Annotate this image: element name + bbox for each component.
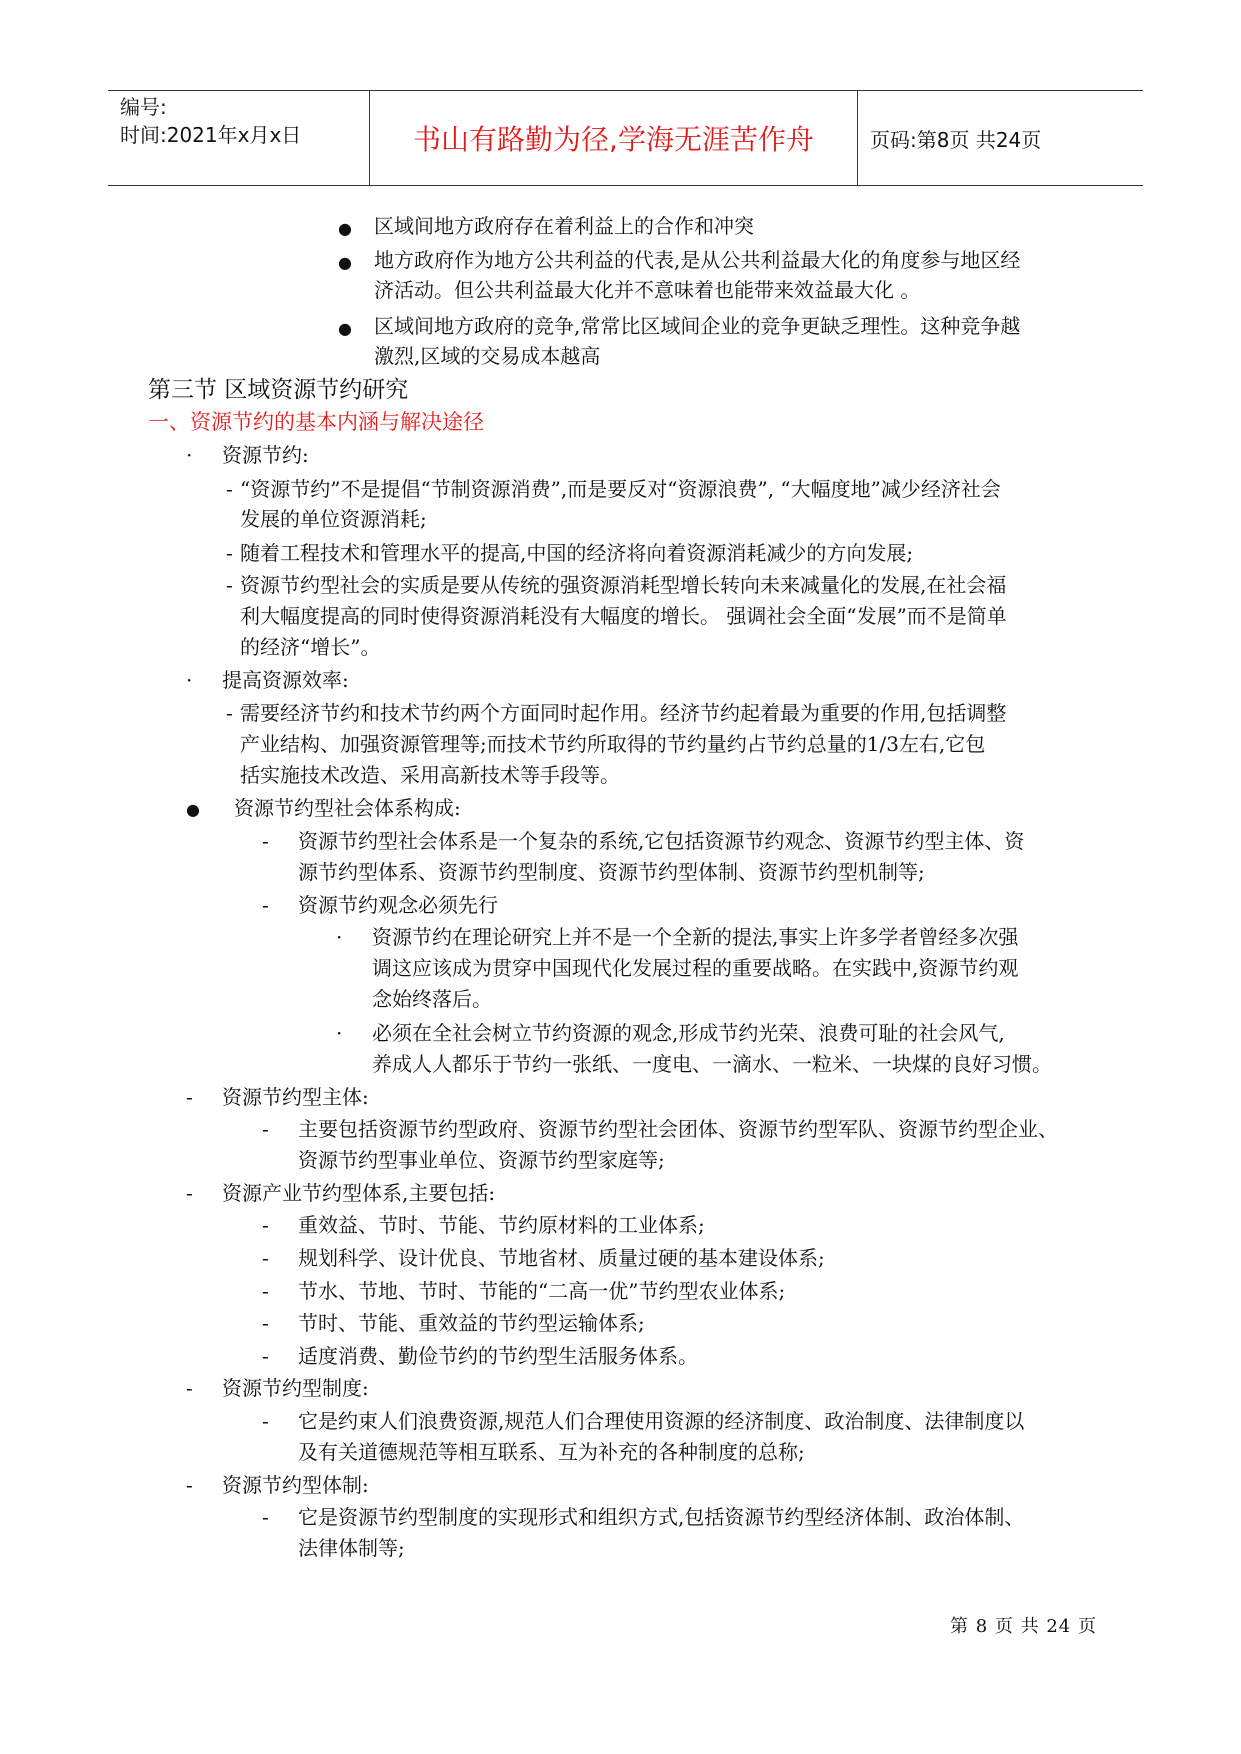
header-meta <box>108 91 370 185</box>
body-line: 节水、节地、节时、节能的“二高一优”节约型农业体系; <box>298 1279 786 1303</box>
dash-marker: - <box>262 893 269 917</box>
body-line: 资源节约: <box>222 443 309 467</box>
dash-marker: - <box>186 1085 193 1109</box>
body-line: 主要包括资源节约型政府、资源节约型社会团体、资源节约型军队、资源节约型企业、 <box>298 1117 1058 1141</box>
body-line: 它是约束人们浪费资源,规范人们合理使用资源的经济制度、政治制度、法律制度以 <box>298 1409 1025 1433</box>
body-line: 资源节约型社会体系是一个复杂的系统,它包括资源节约观念、资源节约型主体、资 <box>298 829 1025 853</box>
dash-marker: - <box>262 1279 269 1303</box>
body-line: 必须在全社会树立节约资源的观念,形成节约光荣、浪费可耻的社会风气, <box>372 1021 1005 1045</box>
body-line: 它是资源节约型制度的实现形式和组织方式,包括资源节约型经济体制、政治体制、 <box>298 1505 1025 1529</box>
body-line: 资源节约观念必须先行 <box>298 893 498 917</box>
body-line: 重效益、节时、节能、节约原材料的工业体系; <box>298 1213 705 1237</box>
body-line: 资源节约型社会的实质是要从传统的强资源消耗型增长转向未来减量化的发展,在社会福 <box>240 573 1007 597</box>
body-line: 资源节约型社会体系构成: <box>234 796 461 820</box>
dash-marker: - <box>186 1181 193 1205</box>
body-line: 适度消费、勤俭节约的节约型生活服务体系。 <box>298 1344 698 1368</box>
dot-marker: · <box>186 443 193 467</box>
time-label: 时间:2021年x月x日 <box>120 123 302 147</box>
body-line: 括实施技术改造、采用高新技术等手段等。 <box>240 763 620 787</box>
body-line: 调这应该成为贯穿中国现代化发展过程的重要战略。在实践中,资源节约观 <box>372 956 1019 980</box>
dash-marker: - <box>262 829 269 853</box>
dash-marker: - <box>262 1246 269 1270</box>
dash-marker: - <box>262 1505 269 1529</box>
page-footer: 第 8 页 共 24 页 <box>950 1616 1097 1637</box>
body-line: 提高资源效率: <box>222 668 349 692</box>
body-line: 资源节约型主体: <box>222 1085 369 1109</box>
dash-marker: - <box>226 573 233 597</box>
body-line: 资源节约型事业单位、资源节约型家庭等; <box>298 1148 665 1172</box>
dot-marker: · <box>186 668 193 692</box>
body-line: 需要经济节约和技术节约两个方面同时起作用。经济节约起着最为重要的作用,包括调整 <box>240 701 1007 725</box>
dash-marker: - <box>226 477 233 501</box>
intro-line: 区域间地方政府的竞争,常常比区域间企业的竞争更缺乏理性。这种竞争越 <box>374 314 1021 338</box>
dot-marker: · <box>336 925 343 949</box>
bullet-marker: ● <box>338 253 352 272</box>
intro-line: 济活动。但公共利益最大化并不意味着也能带来效益最大化 。 <box>374 278 921 302</box>
body-line: 及有关道德规范等相互联系、互为补充的各种制度的总称; <box>298 1440 805 1464</box>
body-line: 规划科学、设计优良、节地省材、质量过硬的基本建设体系; <box>298 1246 825 1270</box>
dash-marker: - <box>262 1409 269 1433</box>
dot-marker: · <box>336 1021 343 1045</box>
body-line: 随着工程技术和管理水平的提高,中国的经济将向着资源消耗减少的方向发展; <box>240 541 914 565</box>
dash-marker: - <box>262 1117 269 1141</box>
body-line: 利大幅度提高的同时使得资源消耗没有大幅度的增长。 强调社会全面“发展”而不是简单 <box>240 604 1007 628</box>
body-line: 源节约型体系、资源节约型制度、资源节约型体制、资源节约型机制等; <box>298 860 925 884</box>
body-line: 产业结构、加强资源管理等;而技术节约所取得的节约量约占节约总量的1/3左右,它包 <box>240 732 986 756</box>
dash-marker: - <box>186 1376 193 1400</box>
bullet-marker: ● <box>186 800 200 819</box>
number-label: 编号: <box>120 95 167 119</box>
body-line: 发展的单位资源消耗; <box>240 507 427 531</box>
intro-line: 地方政府作为地方公共利益的代表,是从公共利益最大化的角度参与地区经 <box>374 248 1021 272</box>
bullet-marker: ● <box>338 219 352 238</box>
body-line: 法律体制等; <box>298 1536 405 1560</box>
body-line: 资源产业节约型体系,主要包括: <box>222 1181 496 1205</box>
dash-marker: - <box>262 1213 269 1237</box>
body-line: 资源节约在理论研究上并不是一个全新的提法,事实上许多学者曾经多次强 <box>372 925 1019 949</box>
body-line: “资源节约”不是提倡“节制资源消费”,而是要反对“资源浪费”, “大幅度地”减少经济社会 <box>240 477 1001 501</box>
dash-marker: - <box>262 1344 269 1368</box>
page-header <box>108 90 1143 186</box>
intro-line: 区域间地方政府存在着利益上的合作和冲突 <box>374 214 754 238</box>
body-line: 节时、节能、重效益的节约型运输体系; <box>298 1311 645 1335</box>
dash-marker: - <box>262 1311 269 1335</box>
dash-marker: - <box>226 701 233 725</box>
body-line: 资源节约型体制: <box>222 1473 369 1497</box>
bullet-marker: ● <box>338 319 352 338</box>
section-title: 第三节 区域资源节约研究 <box>148 377 409 403</box>
dash-marker: - <box>226 541 233 565</box>
intro-line: 激烈,区域的交易成本越高 <box>374 344 601 368</box>
body-line: 的经济“增长”。 <box>240 635 381 659</box>
subsection-title: 一、资源节约的基本内涵与解决途径 <box>148 410 484 434</box>
body-line: 念始终落后。 <box>372 987 492 1011</box>
body-line: 资源节约型制度: <box>222 1376 369 1400</box>
dash-marker: - <box>186 1473 193 1497</box>
header-page-label: 页码:第8页 共24页 <box>870 127 1042 152</box>
header-motto: 书山有路勤为径,学海无涯苦作舟 <box>370 91 858 185</box>
body-line: 养成人人都乐于节约一张纸、一度电、一滴水、一粒米、一块煤的良好习惯。 <box>372 1052 1052 1076</box>
